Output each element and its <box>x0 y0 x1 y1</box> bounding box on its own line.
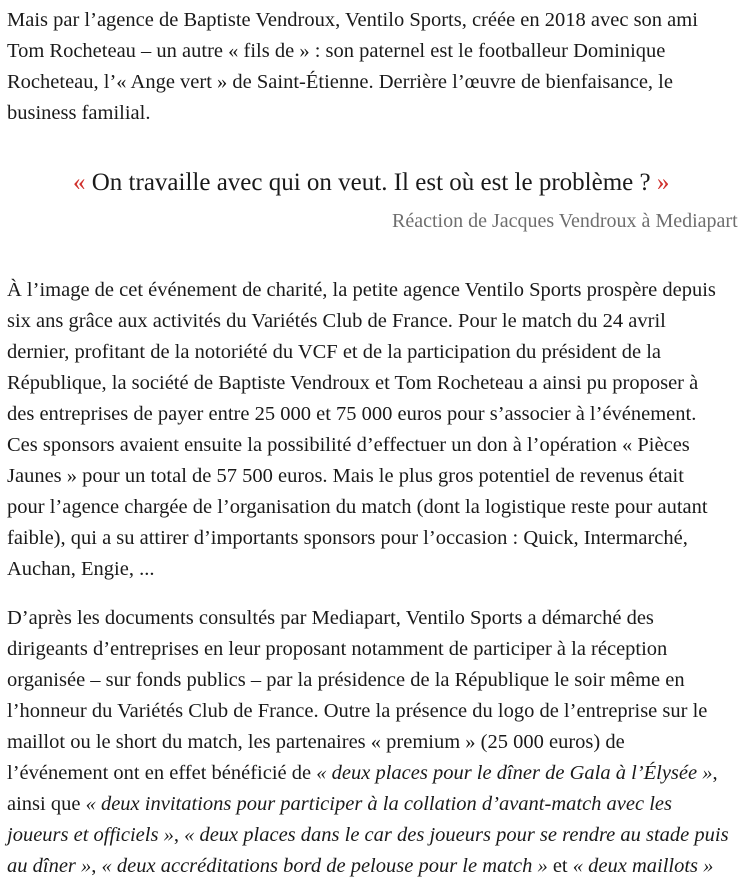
text-line: pour l’agence chargée de l’organisation du match (dont la logistique reste pour autant <box>7 496 708 518</box>
quote-open-mark: « <box>73 169 86 196</box>
quote-text: On travaille avec qui on veut. Il est où est le problème ? <box>85 169 657 196</box>
text-segment: ainsi que <box>7 793 86 815</box>
text-line: faible), qui a su attirer d’importants sponsors pour l’occasion : Quick, Intermarché, <box>7 527 688 549</box>
text-line: dirigeants d’entreprises en leur proposant notamment de participer à la réception <box>7 638 668 660</box>
text-line: Mais par l’agence de Baptiste Vendroux, Ventilo Sports, créée en 2018 avec son ami <box>7 9 698 31</box>
text-line <box>7 758 729 789</box>
text-segment: , <box>173 824 185 846</box>
text-segment: , <box>91 855 102 877</box>
text-line: Jaunes » pour un total de 57 500 euros. Mais le plus gros potentiel de revenus était <box>7 465 684 487</box>
quoted-italic-text: au dîner » <box>7 855 92 877</box>
article-paragraph-2 <box>7 275 716 585</box>
text-segment: l’événement ont en effet bénéficié de <box>7 762 317 784</box>
pull-quote <box>73 166 669 200</box>
quoted-italic-text: « deux places pour le dîner de Gala à l’Élysée » <box>316 762 713 784</box>
text-line <box>7 851 729 882</box>
text-line <box>7 789 729 820</box>
text-line: République, la société de Baptiste Vendroux et Tom Rocheteau a ainsi pu proposer à <box>7 372 699 394</box>
text-line: dernier, profitant de la notoriété du VCF et de la participation du président de la <box>7 341 662 363</box>
text-segment: , <box>712 762 718 784</box>
text-line: Tom Rocheteau – un autre « fils de » : son paternel est le footballeur Dominique <box>7 40 666 62</box>
quoted-italic-text: joueurs et officiels » <box>7 824 174 846</box>
text-line: des entreprises de payer entre 25 000 et 75 000 euros pour s’associer à l’événement. <box>7 403 697 425</box>
text-line: Auchan, Engie, ... <box>7 558 155 580</box>
article-paragraph-3 <box>7 603 729 882</box>
text-line: six ans grâce aux activités du Variétés Club de France. Pour le match du 24 avril <box>7 310 666 332</box>
text-line: maillot ou le short du match, les partenaires « premium » (25 000 euros) de <box>7 731 625 753</box>
text-line: À l’image de cet événement de charité, la petite agence Ventilo Sports prospère depuis <box>7 279 716 301</box>
text-line <box>7 820 729 851</box>
text-segment: et <box>547 855 573 877</box>
text-line: Ces sponsors avaient ensuite la possibilité d’effectuer un don à l’opération « Pièces <box>7 434 690 456</box>
text-line: business familial. <box>7 102 151 124</box>
text-line: organisée – sur fonds publics – par la présidence de la République le soir même en <box>7 669 685 691</box>
article-paragraph-1 <box>7 5 698 129</box>
quoted-italic-text: « deux invitations pour participer à la collation d’avant-match avec les <box>85 793 672 815</box>
quote-attribution: Réaction de Jacques Vendroux à Mediapart <box>392 210 738 232</box>
text-line: Rocheteau, l’« Ange vert » de Saint-Étienne. Derrière l’œuvre de bienfaisance, le <box>7 71 673 93</box>
text-line: D’après les documents consultés par Mediapart, Ventilo Sports a démarché des <box>7 607 654 629</box>
text-line: l’honneur du Variétés Club de France. Outre la présence du logo de l’entreprise sur le <box>7 700 708 722</box>
quoted-italic-text: « deux maillots » <box>572 855 714 877</box>
quoted-italic-text: « deux accréditations bord de pelouse pour le match » <box>101 855 548 877</box>
quoted-italic-text: « deux places dans le car des joueurs pour se rendre au stade puis <box>184 824 729 846</box>
quote-close-mark: » <box>656 169 670 196</box>
